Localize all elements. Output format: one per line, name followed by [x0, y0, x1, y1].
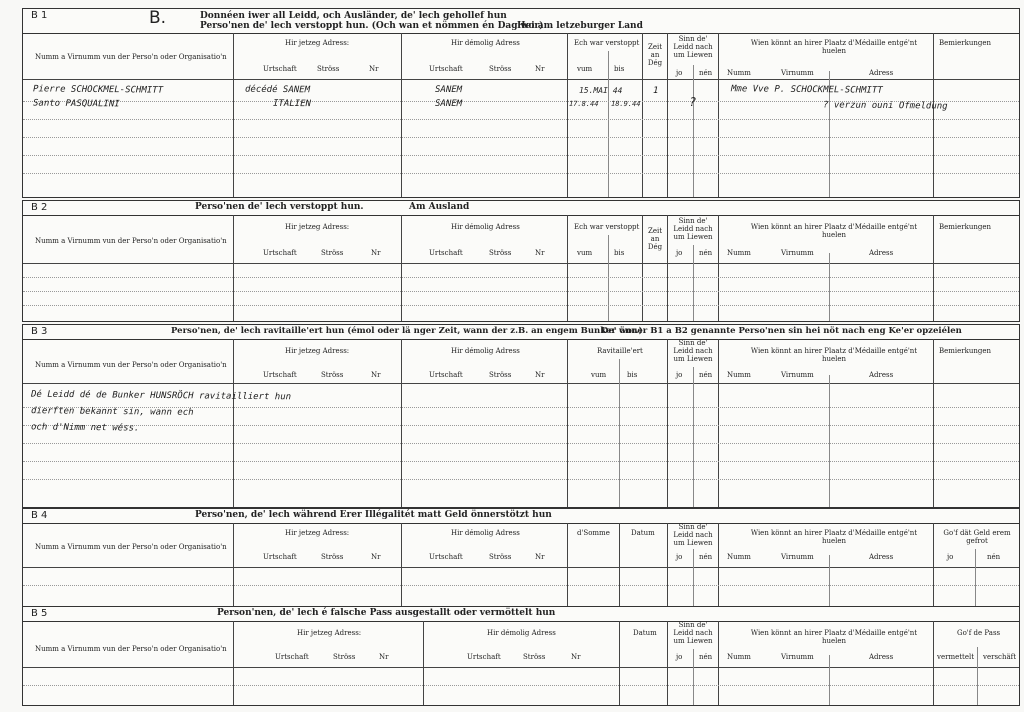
col-name: Numm a Virnumm vun der Perso'n oder Organisatio'n [35, 645, 227, 653]
col-m-first: Virnumm [781, 69, 814, 77]
col-number: Nr [371, 249, 381, 257]
col-locality: Urtschaft [467, 653, 501, 661]
col-number: Nr [535, 65, 545, 73]
col-alive: Sinn de' Leidd nach um Liewen [673, 523, 713, 547]
col-m-name: Numm [727, 653, 751, 661]
col-name: Numm a Virnumm vun der Perso'n oder Organisatio'n [35, 361, 227, 369]
section-b2 [22, 200, 1020, 322]
col-no: nén [699, 69, 713, 77]
entry-name: Santo PASQUALINI [32, 98, 120, 110]
col-alive: Sinn de' Leidd nach um Liewen [673, 339, 713, 363]
col-demolished-address: Hir démolig Adress [451, 39, 520, 47]
col-date: Datum [633, 629, 657, 637]
col-medal: Wien könnt an hirer Plaatz d'Médaille entgé'nt huelen [750, 223, 918, 239]
entry-from: 15.MAI 44 [578, 85, 623, 96]
col-current-address: Hir jetzeg Adress: [285, 529, 350, 537]
col-m-first: Virnumm [781, 371, 814, 379]
col-medal: Wien könnt an hirer Plaatz d'Médaille entgé'nt huelen [750, 347, 918, 363]
col-medal: Wien könnt an hirer Plaatz d'Médaille entgé'nt huelen [750, 629, 918, 645]
col-m-first: Virnumm [781, 653, 814, 661]
col-number: Nr [369, 65, 379, 73]
col-alive: Sinn de' Leidd nach um Liewen [673, 621, 713, 645]
col-street: Ströss [333, 653, 356, 661]
section-b1 [22, 8, 1020, 198]
col-street: Ströss [317, 65, 340, 73]
col-until: bis [614, 249, 625, 257]
col-street: Ströss [489, 249, 512, 257]
col-street: Ströss [489, 371, 512, 379]
col-yes: jo [676, 249, 683, 257]
col-yes: jo [676, 69, 683, 77]
col-hidden: Ech war verstoppt [574, 39, 640, 47]
col-until: bis [614, 65, 625, 73]
days-label: Dég [647, 243, 663, 251]
section-b3 [22, 324, 1020, 508]
section-title: Person'nen, de' lech é falsche Pass ausgestallt oder vermöttelt hun [217, 608, 556, 618]
col-number: Nr [379, 653, 389, 661]
col-time [643, 43, 667, 67]
col-yes: jo [947, 553, 954, 561]
entry-line: Dé Leidd dé de Bunker HUNSRÖCH ravitailliert hun [30, 389, 292, 403]
section-code: B 4 [31, 510, 48, 521]
col-current-address: Hir jetzeg Adress: [285, 39, 350, 47]
an-label: an [650, 51, 660, 59]
col-number: Nr [371, 553, 381, 561]
an-label: an [650, 235, 660, 243]
col-remarks: Bemierkungen [939, 39, 992, 47]
col-number: Nr [535, 371, 545, 379]
col-demolished-address: Hir démolig Adress [451, 347, 520, 355]
entry-demolished: SANEM [434, 98, 463, 110]
col-time [643, 227, 667, 251]
col-no: nén [987, 553, 1001, 561]
col-locality: Urtschaft [263, 249, 297, 257]
entry-medal: Mme Vve P. SCHOCKMEL-SCHMITT [730, 84, 883, 96]
col-m-name: Numm [727, 371, 751, 379]
entry-name: Pierre SCHOCKMEL-SCHMITT [32, 84, 164, 96]
col-medal: Wien könnt an hirer Plaatz d'Médaille entgé'nt huelen [750, 529, 918, 545]
col-street: Ströss [489, 65, 512, 73]
col-demolished-address: Hir démolig Adress [487, 629, 556, 637]
col-m-address: Adress [869, 69, 894, 77]
col-m-first: Virnumm [781, 249, 814, 257]
col-yes: jo [676, 653, 683, 661]
col-yes: jo [676, 553, 683, 561]
col-locality: Urtschaft [429, 553, 463, 561]
col-remarks: Bemierkungen [939, 223, 992, 231]
col-number: Nr [371, 371, 381, 379]
col-locality: Urtschaft [263, 65, 297, 73]
col-current-address: Hir jetzeg Adress: [297, 629, 362, 637]
col-street: Ströss [523, 653, 546, 661]
col-number: Nr [571, 653, 581, 661]
col-yes: jo [676, 371, 683, 379]
col-m-name: Numm [727, 69, 751, 77]
col-issued: vermettelt [937, 653, 975, 661]
section-title: Donnéen iwer all Leidd, och Ausländer, de' lech gehollef hun [200, 11, 507, 21]
col-from: vum [591, 371, 607, 379]
col-from: vum [577, 249, 593, 257]
col-demolished-address: Hir démolig Adress [451, 529, 520, 537]
section-title-2: Perso'nen de' lech verstoppt hun. (Och wan et nömmen én Dag wor) [200, 21, 544, 31]
section-code: B 1 [31, 10, 48, 21]
col-street: Ströss [321, 249, 344, 257]
col-demolished-address: Hir démolig Adress [451, 223, 520, 231]
col-current-address: Hir jetzeg Adress: [285, 347, 350, 355]
col-locality: Urtschaft [429, 249, 463, 257]
entry-current: ITALIEN [272, 98, 311, 110]
entry-alive: ? [688, 94, 697, 110]
col-medal: Wien könnt an hirer Plaatz d'Médaille entgé'nt huelen [750, 39, 918, 55]
col-no: nén [699, 653, 713, 661]
section-title-extra: Hei am letzeburger Land [517, 21, 643, 31]
col-street: Ströss [321, 553, 344, 561]
section-title-extra: Am Ausland [409, 202, 470, 212]
col-street: Ströss [321, 371, 344, 379]
col-until: bis [627, 371, 638, 379]
col-number: Nr [535, 249, 545, 257]
col-made: verschäft [983, 653, 1017, 661]
section-title-extra: De' önner B1 a B2 genannte Perso'nen sin hei nöt nach eng Ke'er opzeiélen [601, 326, 962, 336]
entry-demolished: SANEM [434, 84, 463, 96]
time-label: Zeit [647, 43, 663, 51]
form-letter: B. [149, 8, 167, 28]
col-remarks: Bemierkungen [939, 347, 992, 355]
col-m-address: Adress [869, 371, 894, 379]
entry-current: décédé SANEM [244, 84, 311, 96]
entry-days: 1 [652, 85, 659, 97]
col-name: Numm a Virnumm vun der Perso'n oder Organisatio'n [35, 53, 227, 61]
col-no: nén [699, 249, 713, 257]
col-locality: Urtschaft [429, 65, 463, 73]
entry-line: och d'Nimm net wéss. [30, 422, 140, 434]
col-alive: Sinn de' Leidd nach um Liewen [673, 35, 713, 59]
col-supplied: Ravitaille'ert [597, 347, 643, 355]
section-title: Perso'nen de' lech verstoppt hun. [195, 202, 364, 212]
col-street: Ströss [489, 553, 512, 561]
section-title: Perso'nen, de' lech während Erer Illégalitét matt Geld önnerstötzt hun [195, 510, 552, 520]
entry-line: dierften bekannt sin, wann ech [30, 406, 194, 418]
col-current-address: Hir jetzeg Adress: [285, 223, 350, 231]
col-m-address: Adress [869, 553, 894, 561]
section-code: B 2 [31, 202, 48, 213]
col-sum: d'Somme [577, 529, 610, 537]
col-locality: Urtschaft [263, 371, 297, 379]
col-hidden: Ech war verstoppt [574, 223, 640, 231]
section-code: B 5 [31, 608, 48, 619]
time-label: Zeit [647, 227, 663, 235]
col-pass-issue: Go'f de Pass [957, 629, 1001, 637]
section-code: B 3 [31, 326, 48, 337]
days-label: Dég [647, 59, 663, 67]
section-title: Perso'nen, de' lech ravitaille'ert hun (émol oder lä nger Zeit, wann der z.B. an engem Bunker wor.) [171, 326, 643, 336]
col-m-address: Adress [869, 653, 894, 661]
col-m-address: Adress [869, 249, 894, 257]
col-alive: Sinn de' Leidd nach um Liewen [673, 217, 713, 241]
col-m-name: Numm [727, 553, 751, 561]
col-number: Nr [535, 553, 545, 561]
col-m-first: Virnumm [781, 553, 814, 561]
col-date: Datum [631, 529, 655, 537]
col-name: Numm a Virnumm vun der Perso'n oder Organisatio'n [35, 543, 227, 551]
section-b5 [22, 606, 1020, 706]
col-money-back: Go'f dät Geld erem gefrot [943, 529, 1011, 545]
col-locality: Urtschaft [275, 653, 309, 661]
col-name: Numm a Virnumm vun der Perso'n oder Organisatio'n [35, 237, 227, 245]
col-no: nén [699, 371, 713, 379]
col-from: vum [577, 65, 593, 73]
col-locality: Urtschaft [429, 371, 463, 379]
section-b4 [22, 508, 1020, 608]
entry-until: 18.9.44 [610, 99, 641, 109]
entry-medal: ? verzun ouni Ofmeldung [822, 100, 948, 112]
entry-from: 17.8.44 [568, 99, 599, 109]
col-no: nén [699, 553, 713, 561]
col-locality: Urtschaft [263, 553, 297, 561]
col-m-name: Numm [727, 249, 751, 257]
